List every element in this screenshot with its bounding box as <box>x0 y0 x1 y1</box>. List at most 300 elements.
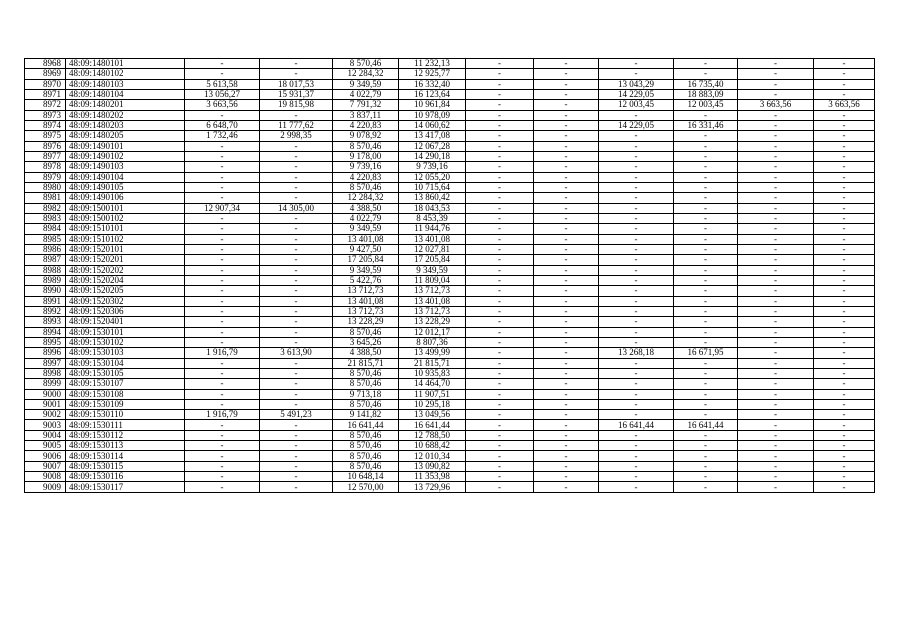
value-col-6-cell: 21 815,71 <box>399 358 466 368</box>
value-col-6-cell: 12 055,20 <box>399 172 466 182</box>
row-number-cell: 8976 <box>25 141 66 151</box>
value-col-4-cell: - <box>260 317 333 327</box>
value-col-7-cell: - <box>466 69 534 79</box>
value-col-8-cell: - <box>534 69 599 79</box>
table-row <box>25 131 875 141</box>
value-col-3-cell: - <box>185 482 260 492</box>
value-col-9-cell: - <box>599 59 674 69</box>
row-number-cell: 8971 <box>25 89 66 99</box>
row-number-cell: 8975 <box>25 131 66 141</box>
table-row <box>25 110 875 120</box>
value-col-6-cell: 8 807,36 <box>399 337 466 347</box>
value-col-4-cell: 5 491,23 <box>260 410 333 420</box>
value-col-9-cell: - <box>599 368 674 378</box>
value-col-5-cell: 8 570,46 <box>333 399 399 409</box>
row-number-cell: 8992 <box>25 306 66 316</box>
value-col-7-cell: - <box>466 182 534 192</box>
row-number-cell: 9007 <box>25 461 66 471</box>
value-col-7-cell: - <box>466 255 534 265</box>
value-col-12-cell: - <box>814 296 875 306</box>
cadastral-number-cell: 48:09:1520306 <box>66 306 185 316</box>
value-col-11-cell: - <box>738 79 814 89</box>
value-col-12-cell: - <box>814 461 875 471</box>
value-col-3-cell: - <box>185 368 260 378</box>
value-col-4-cell: - <box>260 275 333 285</box>
value-col-6-cell: 12 027,81 <box>399 244 466 254</box>
value-col-4-cell: 14 305,00 <box>260 203 333 213</box>
value-col-8-cell: - <box>534 203 599 213</box>
row-number-cell: 8986 <box>25 244 66 254</box>
value-col-8-cell: - <box>534 337 599 347</box>
value-col-3-cell: 1 916,79 <box>185 348 260 358</box>
value-col-7-cell: - <box>466 151 534 161</box>
value-col-10-cell: - <box>674 244 738 254</box>
cadastral-number-cell: 48:09:1500101 <box>66 203 185 213</box>
value-col-10-cell: 12 003,45 <box>674 100 738 110</box>
value-col-3-cell: 13 056,27 <box>185 89 260 99</box>
value-col-6-cell: 13 401,08 <box>399 234 466 244</box>
value-col-4-cell: 18 017,53 <box>260 79 333 89</box>
value-col-8-cell: - <box>534 255 599 265</box>
value-col-5-cell: 4 220,83 <box>333 172 399 182</box>
value-col-11-cell: - <box>738 275 814 285</box>
value-col-6-cell: 14 464,70 <box>399 379 466 389</box>
value-col-5-cell: 3 645,26 <box>333 337 399 347</box>
table-row <box>25 69 875 79</box>
value-col-6-cell: 13 712,73 <box>399 306 466 316</box>
value-col-9-cell: - <box>599 131 674 141</box>
value-col-7-cell: - <box>466 79 534 89</box>
value-col-11-cell: - <box>738 172 814 182</box>
value-col-5-cell: 4 022,79 <box>333 89 399 99</box>
value-col-8-cell: - <box>534 213 599 223</box>
value-col-8-cell: - <box>534 389 599 399</box>
value-col-12-cell: - <box>814 141 875 151</box>
row-number-cell: 9001 <box>25 399 66 409</box>
value-col-8-cell: - <box>534 162 599 172</box>
value-col-7-cell: - <box>466 59 534 69</box>
value-col-7-cell: - <box>466 203 534 213</box>
table-row <box>25 461 875 471</box>
value-col-11-cell: - <box>738 430 814 440</box>
value-col-8-cell: - <box>534 265 599 275</box>
value-col-5-cell: 8 570,46 <box>333 182 399 192</box>
value-col-3-cell: - <box>185 286 260 296</box>
row-number-cell: 8994 <box>25 327 66 337</box>
value-col-3-cell: - <box>185 234 260 244</box>
table-row <box>25 244 875 254</box>
value-col-3-cell: 1 732,46 <box>185 131 260 141</box>
value-col-3-cell: - <box>185 265 260 275</box>
row-number-cell: 8969 <box>25 69 66 79</box>
value-col-11-cell: - <box>738 131 814 141</box>
value-col-3-cell: - <box>185 244 260 254</box>
value-col-7-cell: - <box>466 441 534 451</box>
value-col-11-cell: - <box>738 420 814 430</box>
value-col-11-cell: - <box>738 461 814 471</box>
value-col-12-cell: - <box>814 79 875 89</box>
value-col-8-cell: - <box>534 120 599 130</box>
value-col-6-cell: 12 925,77 <box>399 69 466 79</box>
value-col-9-cell: 12 003,45 <box>599 100 674 110</box>
value-col-3-cell: - <box>185 59 260 69</box>
value-col-6-cell: 13 729,96 <box>399 482 466 492</box>
value-col-12-cell: - <box>814 399 875 409</box>
cadastral-number-cell: 48:09:1530115 <box>66 461 185 471</box>
value-col-5-cell: 3 837,11 <box>333 110 399 120</box>
value-col-6-cell: 10 961,84 <box>399 100 466 110</box>
value-col-11-cell: - <box>738 265 814 275</box>
value-col-9-cell: - <box>599 306 674 316</box>
value-col-7-cell: - <box>466 89 534 99</box>
value-col-8-cell: - <box>534 234 599 244</box>
value-col-5-cell: 8 570,46 <box>333 379 399 389</box>
table-row <box>25 430 875 440</box>
table-row <box>25 151 875 161</box>
cadastral-number-cell: 48:09:1490102 <box>66 151 185 161</box>
value-col-4-cell: - <box>260 255 333 265</box>
table-row <box>25 59 875 69</box>
value-col-4-cell: - <box>260 482 333 492</box>
table-row <box>25 420 875 430</box>
value-col-8-cell: - <box>534 306 599 316</box>
value-col-7-cell: - <box>466 162 534 172</box>
cadastral-number-cell: 48:09:1520302 <box>66 296 185 306</box>
value-col-12-cell: - <box>814 182 875 192</box>
value-col-6-cell: 13 712,73 <box>399 286 466 296</box>
value-col-8-cell: - <box>534 410 599 420</box>
value-col-12-cell: - <box>814 213 875 223</box>
value-col-8-cell: - <box>534 172 599 182</box>
value-col-3-cell: - <box>185 337 260 347</box>
value-col-9-cell: - <box>599 399 674 409</box>
value-col-10-cell: - <box>674 441 738 451</box>
table-row <box>25 368 875 378</box>
value-col-12-cell: - <box>814 379 875 389</box>
value-col-5-cell: 12 570,00 <box>333 482 399 492</box>
value-col-11-cell: - <box>738 472 814 482</box>
value-col-12-cell: - <box>814 265 875 275</box>
value-col-7-cell: - <box>466 306 534 316</box>
value-col-6-cell: 13 090,82 <box>399 461 466 471</box>
value-col-3-cell: - <box>185 193 260 203</box>
value-col-12-cell: - <box>814 234 875 244</box>
value-col-6-cell: 8 453,39 <box>399 213 466 223</box>
value-col-8-cell: - <box>534 131 599 141</box>
value-col-12-cell: - <box>814 193 875 203</box>
table-row <box>25 182 875 192</box>
value-col-7-cell: - <box>466 389 534 399</box>
cadastral-number-cell: 48:09:1480205 <box>66 131 185 141</box>
value-col-9-cell: - <box>599 410 674 420</box>
value-col-4-cell: 3 613,90 <box>260 348 333 358</box>
value-col-4-cell: - <box>260 379 333 389</box>
cadastral-number-cell: 48:09:1520101 <box>66 244 185 254</box>
value-col-12-cell: - <box>814 337 875 347</box>
value-col-10-cell: - <box>674 379 738 389</box>
value-col-7-cell: - <box>466 461 534 471</box>
value-col-12-cell: - <box>814 368 875 378</box>
cadastral-number-cell: 48:09:1480203 <box>66 120 185 130</box>
value-col-4-cell: - <box>260 286 333 296</box>
value-col-5-cell: 8 570,46 <box>333 430 399 440</box>
value-col-11-cell: - <box>738 306 814 316</box>
value-col-12-cell: - <box>814 69 875 79</box>
table-body <box>25 59 875 493</box>
row-number-cell: 8980 <box>25 182 66 192</box>
value-col-5-cell: 4 022,79 <box>333 213 399 223</box>
value-col-4-cell: - <box>260 368 333 378</box>
value-col-11-cell: - <box>738 286 814 296</box>
value-col-10-cell: - <box>674 472 738 482</box>
value-col-10-cell: 16 735,40 <box>674 79 738 89</box>
row-number-cell: 9002 <box>25 410 66 420</box>
value-col-9-cell: - <box>599 110 674 120</box>
value-col-9-cell: - <box>599 286 674 296</box>
value-col-3-cell: - <box>185 327 260 337</box>
value-col-10-cell: - <box>674 399 738 409</box>
cadastral-number-cell: 48:09:1510101 <box>66 224 185 234</box>
value-col-11-cell: - <box>738 141 814 151</box>
value-col-12-cell: - <box>814 451 875 461</box>
value-col-5-cell: 13 228,29 <box>333 317 399 327</box>
value-col-11-cell: - <box>738 441 814 451</box>
cadastral-number-cell: 48:09:1520204 <box>66 275 185 285</box>
cadastral-number-cell: 48:09:1530117 <box>66 482 185 492</box>
value-col-5-cell: 4 388,50 <box>333 203 399 213</box>
table-row <box>25 79 875 89</box>
value-col-10-cell: - <box>674 317 738 327</box>
table-row <box>25 451 875 461</box>
value-col-10-cell: - <box>674 306 738 316</box>
value-col-12-cell: - <box>814 317 875 327</box>
row-number-cell: 8983 <box>25 213 66 223</box>
value-col-9-cell: - <box>599 389 674 399</box>
value-col-11-cell: - <box>738 399 814 409</box>
value-col-11-cell: - <box>738 234 814 244</box>
value-col-11-cell: - <box>738 317 814 327</box>
value-col-9-cell: - <box>599 317 674 327</box>
value-col-5-cell: 13 712,73 <box>333 286 399 296</box>
value-col-4-cell: - <box>260 110 333 120</box>
value-col-8-cell: - <box>534 482 599 492</box>
value-col-10-cell: - <box>674 461 738 471</box>
value-col-12-cell: - <box>814 430 875 440</box>
value-col-9-cell: - <box>599 203 674 213</box>
value-col-6-cell: 11 907,51 <box>399 389 466 399</box>
value-col-7-cell: - <box>466 482 534 492</box>
value-col-12-cell: - <box>814 120 875 130</box>
value-col-6-cell: 16 123,64 <box>399 89 466 99</box>
value-col-6-cell: 13 401,08 <box>399 296 466 306</box>
value-col-12-cell: - <box>814 244 875 254</box>
value-col-9-cell: - <box>599 255 674 265</box>
value-col-5-cell: 9 349,59 <box>333 265 399 275</box>
value-col-12-cell: - <box>814 162 875 172</box>
row-number-cell: 9004 <box>25 430 66 440</box>
cadastral-number-cell: 48:09:1490104 <box>66 172 185 182</box>
value-col-10-cell: 18 883,09 <box>674 89 738 99</box>
value-col-3-cell: - <box>185 358 260 368</box>
table-row <box>25 399 875 409</box>
value-col-5-cell: 17 205,84 <box>333 255 399 265</box>
value-col-11-cell: - <box>738 358 814 368</box>
value-col-9-cell: - <box>599 358 674 368</box>
value-col-4-cell: - <box>260 224 333 234</box>
value-col-4-cell: - <box>260 399 333 409</box>
value-col-11-cell: - <box>738 244 814 254</box>
value-col-4-cell: 2 998,35 <box>260 131 333 141</box>
value-col-4-cell: - <box>260 430 333 440</box>
table-row <box>25 348 875 358</box>
value-col-4-cell: 15 931,37 <box>260 89 333 99</box>
value-col-4-cell: - <box>260 244 333 254</box>
value-col-4-cell: - <box>260 213 333 223</box>
value-col-4-cell: - <box>260 306 333 316</box>
value-col-11-cell: - <box>738 482 814 492</box>
value-col-12-cell: - <box>814 420 875 430</box>
value-col-8-cell: - <box>534 399 599 409</box>
value-col-7-cell: - <box>466 317 534 327</box>
cadastral-number-cell: 48:09:1490106 <box>66 193 185 203</box>
value-col-5-cell: 8 570,46 <box>333 441 399 451</box>
value-col-3-cell: - <box>185 420 260 430</box>
row-number-cell: 8979 <box>25 172 66 182</box>
value-col-4-cell: - <box>260 327 333 337</box>
cadastral-number-cell: 48:09:1520202 <box>66 265 185 275</box>
value-col-4-cell: - <box>260 182 333 192</box>
value-col-11-cell: - <box>738 410 814 420</box>
cadastral-number-cell: 48:09:1530101 <box>66 327 185 337</box>
cadastral-number-cell: 48:09:1490101 <box>66 141 185 151</box>
row-number-cell: 8974 <box>25 120 66 130</box>
cadastral-number-cell: 48:09:1490105 <box>66 182 185 192</box>
value-col-10-cell: 16 331,46 <box>674 120 738 130</box>
value-col-11-cell: - <box>738 162 814 172</box>
value-col-3-cell: 12 907,34 <box>185 203 260 213</box>
row-number-cell: 8988 <box>25 265 66 275</box>
row-number-cell: 8981 <box>25 193 66 203</box>
table-row <box>25 358 875 368</box>
value-col-5-cell: 10 648,14 <box>333 472 399 482</box>
cadastral-number-cell: 48:09:1520205 <box>66 286 185 296</box>
row-number-cell: 9005 <box>25 441 66 451</box>
value-col-10-cell: - <box>674 131 738 141</box>
value-col-5-cell: 9 078,92 <box>333 131 399 141</box>
value-col-11-cell: - <box>738 296 814 306</box>
data-table <box>24 58 875 493</box>
value-col-6-cell: 12 067,28 <box>399 141 466 151</box>
value-col-11-cell: - <box>738 110 814 120</box>
cadastral-number-cell: 48:09:1480101 <box>66 59 185 69</box>
value-col-6-cell: 17 205,84 <box>399 255 466 265</box>
value-col-4-cell: - <box>260 337 333 347</box>
table-row <box>25 224 875 234</box>
value-col-9-cell: - <box>599 224 674 234</box>
value-col-8-cell: - <box>534 348 599 358</box>
value-col-7-cell: - <box>466 234 534 244</box>
value-col-6-cell: 13 860,42 <box>399 193 466 203</box>
value-col-7-cell: - <box>466 410 534 420</box>
cadastral-number-cell: 48:09:1530112 <box>66 430 185 440</box>
row-number-cell: 8985 <box>25 234 66 244</box>
value-col-6-cell: 10 715,64 <box>399 182 466 192</box>
value-col-7-cell: - <box>466 172 534 182</box>
value-col-8-cell: - <box>534 368 599 378</box>
value-col-9-cell: - <box>599 69 674 79</box>
value-col-7-cell: - <box>466 327 534 337</box>
value-col-3-cell: - <box>185 317 260 327</box>
value-col-5-cell: 12 284,32 <box>333 193 399 203</box>
table-row <box>25 379 875 389</box>
value-col-3-cell: - <box>185 172 260 182</box>
cadastral-number-cell: 48:09:1480201 <box>66 100 185 110</box>
value-col-6-cell: 11 944,76 <box>399 224 466 234</box>
value-col-5-cell: 8 570,46 <box>333 141 399 151</box>
cadastral-number-cell: 48:09:1530109 <box>66 399 185 409</box>
value-col-5-cell: 9 739,16 <box>333 162 399 172</box>
value-col-3-cell: - <box>185 296 260 306</box>
value-col-7-cell: - <box>466 265 534 275</box>
value-col-3-cell: - <box>185 110 260 120</box>
table-row <box>25 203 875 213</box>
value-col-9-cell: - <box>599 151 674 161</box>
value-col-7-cell: - <box>466 224 534 234</box>
value-col-4-cell: - <box>260 234 333 244</box>
value-col-3-cell: - <box>185 182 260 192</box>
row-number-cell: 8972 <box>25 100 66 110</box>
value-col-7-cell: - <box>466 379 534 389</box>
value-col-10-cell: - <box>674 337 738 347</box>
value-col-3-cell: - <box>185 224 260 234</box>
table-row <box>25 286 875 296</box>
value-col-11-cell: - <box>738 337 814 347</box>
value-col-11-cell: - <box>738 120 814 130</box>
value-col-9-cell: - <box>599 379 674 389</box>
value-col-8-cell: - <box>534 193 599 203</box>
row-number-cell: 8991 <box>25 296 66 306</box>
value-col-5-cell: 8 570,46 <box>333 451 399 461</box>
value-col-10-cell: 16 641,44 <box>674 420 738 430</box>
value-col-9-cell: - <box>599 461 674 471</box>
row-number-cell: 9008 <box>25 472 66 482</box>
value-col-6-cell: 11 232,13 <box>399 59 466 69</box>
row-number-cell: 9006 <box>25 451 66 461</box>
cadastral-number-cell: 48:09:1480103 <box>66 79 185 89</box>
value-col-7-cell: - <box>466 358 534 368</box>
value-col-5-cell: 21 815,71 <box>333 358 399 368</box>
table-row <box>25 441 875 451</box>
value-col-12-cell: - <box>814 203 875 213</box>
cadastral-number-cell: 48:09:1530104 <box>66 358 185 368</box>
value-col-11-cell: - <box>738 151 814 161</box>
value-col-5-cell: 9 713,18 <box>333 389 399 399</box>
value-col-9-cell: - <box>599 182 674 192</box>
value-col-6-cell: 18 043,53 <box>399 203 466 213</box>
value-col-10-cell: - <box>674 69 738 79</box>
value-col-4-cell: - <box>260 265 333 275</box>
value-col-10-cell: - <box>674 193 738 203</box>
value-col-6-cell: 11 809,04 <box>399 275 466 285</box>
value-col-5-cell: 13 401,08 <box>333 296 399 306</box>
cadastral-number-cell: 48:09:1530107 <box>66 379 185 389</box>
value-col-9-cell: - <box>599 472 674 482</box>
row-number-cell: 8995 <box>25 337 66 347</box>
value-col-10-cell: - <box>674 430 738 440</box>
cadastral-number-cell: 48:09:1520401 <box>66 317 185 327</box>
cadastral-number-cell: 48:09:1530116 <box>66 472 185 482</box>
value-col-8-cell: - <box>534 379 599 389</box>
